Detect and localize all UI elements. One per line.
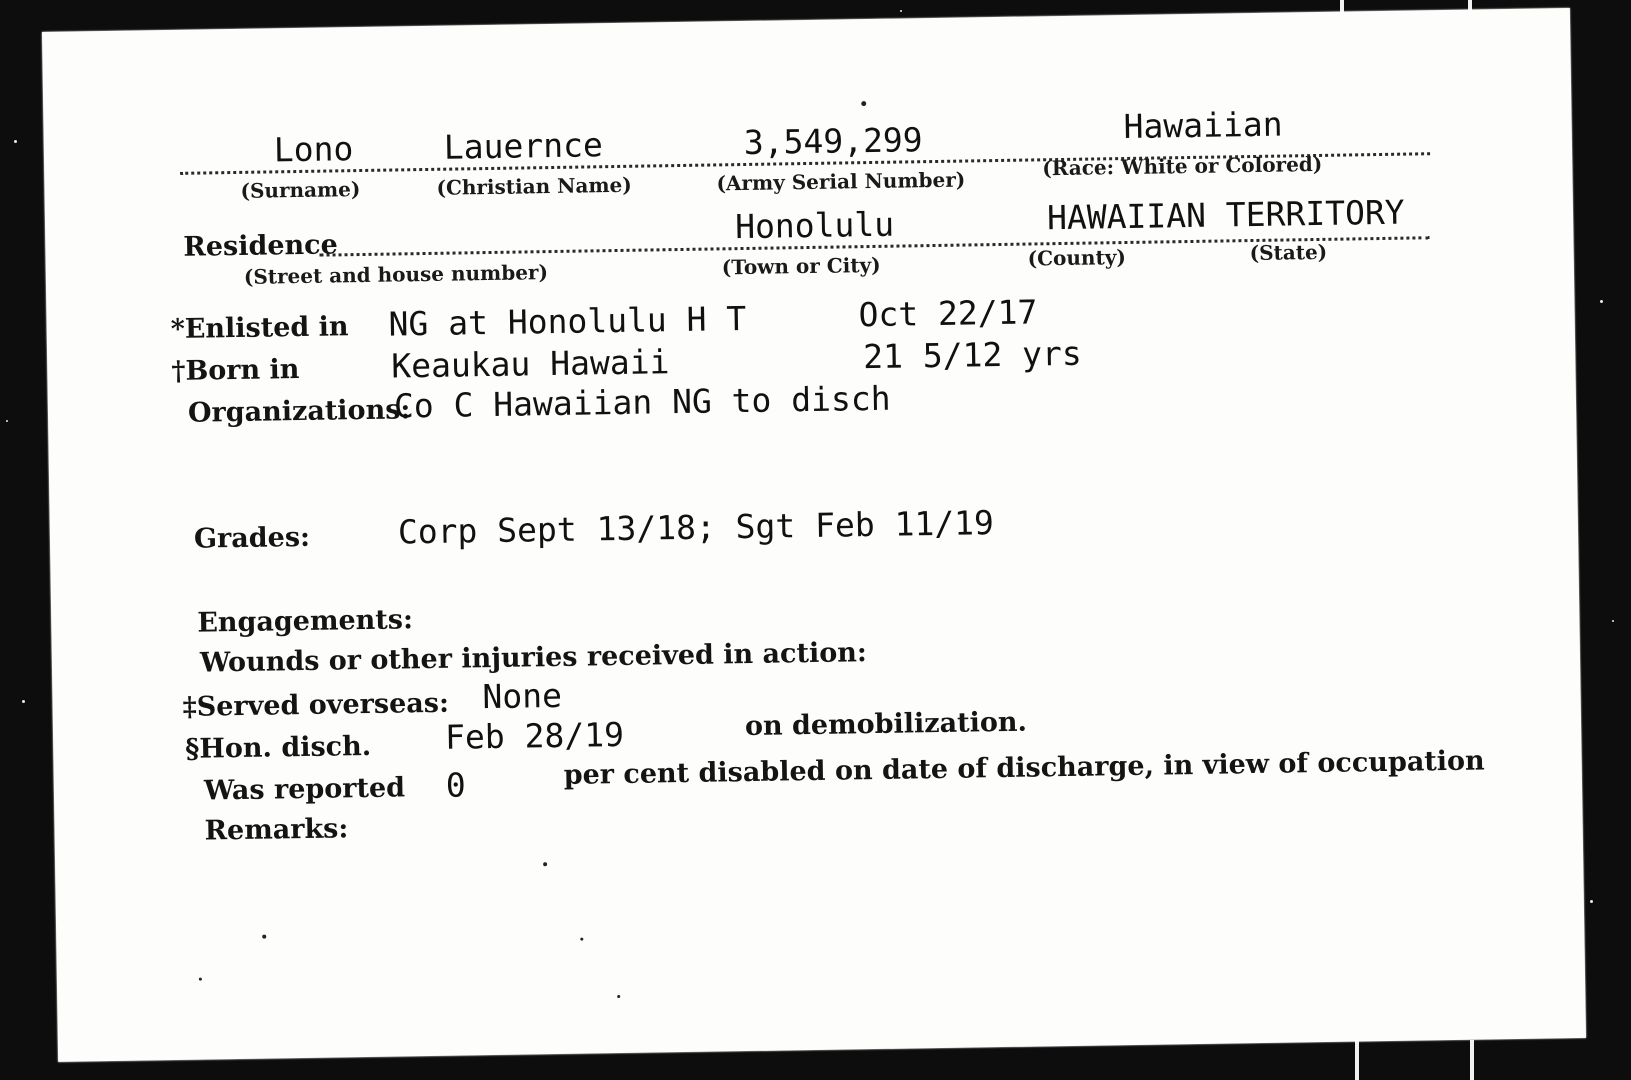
surname-caption: (Surname) <box>240 177 361 203</box>
wounds-label: Wounds or other injuries received in action: <box>199 637 868 679</box>
served-overseas-label: ‡Served overseas: <box>182 687 450 723</box>
speck <box>14 140 17 143</box>
ink-dot <box>543 862 547 866</box>
speck <box>1600 300 1603 303</box>
residence-label: Residence <box>183 229 339 263</box>
remarks-label: Remarks: <box>204 813 349 847</box>
served-overseas-value: None <box>482 675 563 717</box>
state-caption: (State) <box>1249 239 1328 266</box>
ink-dot <box>861 101 866 106</box>
county-value: HAWAIIAN TERRITORY <box>1046 192 1405 238</box>
town-caption: (Town or City) <box>721 252 881 280</box>
surname-value: Lono <box>273 129 354 170</box>
christian-name-caption: (Christian Name) <box>436 172 632 200</box>
ink-dot <box>617 995 620 998</box>
enlisted-label: *Enlisted in <box>170 311 349 346</box>
organizations-value: Co C Hawaiian NG to disch <box>393 378 891 426</box>
ink-dot <box>580 938 583 941</box>
hon-disch-label: §Hon. disch. <box>185 730 372 765</box>
christian-name-value: Lauernce <box>443 125 604 167</box>
engagements-label: Engagements: <box>197 604 414 639</box>
serial-number-caption: (Army Serial Number) <box>716 167 966 196</box>
born-age: 21 5/12 yrs <box>862 333 1083 377</box>
scan-edge-bottom-right-2 <box>1470 1040 1474 1080</box>
speck <box>6 420 8 422</box>
race-value: Hawaiian <box>1123 104 1283 147</box>
street-caption: (Street and house number) <box>243 260 549 289</box>
ink-dot <box>262 935 266 939</box>
serial-number-value: 3,549,299 <box>743 120 923 162</box>
county-caption: (County) <box>1027 245 1126 271</box>
grades-label: Grades: <box>193 521 311 555</box>
born-place: Keaukau Hawaii <box>390 342 670 386</box>
speck <box>900 10 902 12</box>
disability-percent-value: 0 <box>445 765 467 805</box>
enlisted-date: Oct 22/17 <box>858 292 1038 335</box>
disability-statement: per cent disabled on date of discharge, in view of occupation <box>563 745 1485 791</box>
born-label: †Born in <box>171 354 300 388</box>
enlisted-place: NG at Honolulu H T <box>388 298 747 344</box>
organizations-label: Organizations: <box>187 394 411 429</box>
hon-disch-date: Feb 28/19 <box>444 714 625 757</box>
speck <box>1590 900 1593 903</box>
grades-value: Corp Sept 13/18; Sgt Feb 11/19 <box>397 503 995 552</box>
ink-dot <box>199 978 202 981</box>
race-caption: (Race: White or Colored) <box>1042 151 1323 181</box>
speck <box>22 700 25 703</box>
was-reported-label: Was reported <box>203 772 406 807</box>
hon-disch-suffix: on demobilization. <box>744 706 1028 743</box>
scan-edge-bottom-right <box>1355 1040 1359 1080</box>
enlistment-record-card <box>42 8 1586 1062</box>
town-value: Honolulu <box>734 204 895 247</box>
speck <box>1612 620 1614 622</box>
